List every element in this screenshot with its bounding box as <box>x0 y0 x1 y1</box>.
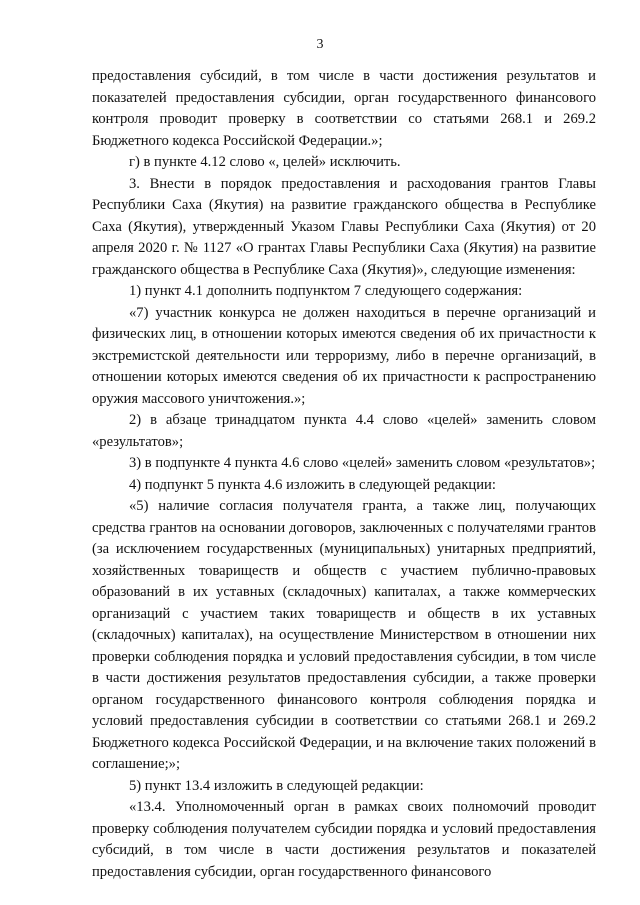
paragraph-1: предоставления субсидий, в том числе в части достижения результатов и показателей предоставления субсидии, орган государственного финансового контроля проводит проверку в соответствии со статьями 268.1 и 269.2 Бюджетного кодекса Российской Федерации.»; <box>92 68 596 149</box>
paragraph-7: 3) в подпункте 4 пункта 4.6 слово «целей» заменить словом «результатов»; <box>129 455 596 471</box>
paragraph-11: «13.4. Уполномоченный орган в рамках своих полномочий проводит проверку соблюдения получателем субсидии порядка и условий предоставления субсидий, в том числе в части достижения результатов и показателей предоставления субсидии, орган государственного финансового <box>92 799 596 880</box>
document-body <box>92 66 596 883</box>
page-number: 3 <box>316 37 324 52</box>
paragraph-9: «5) наличие согласия получателя гранта, а также лиц, получающих средства грантов на основании договоров, заключенных с получателями грантов (за исключением государственных (муниципальных) унитарных предприятий, хозяйственных товариществ и обществ с участием публично-правовых образований в их уставных (складочных) капиталах, а также коммерческих организаций с участием таких товариществ и обществ в их уставных (складочных) капиталах), на осуществление Министерством в отношении них проверки соблюдения порядка и условий предоставления субсидии, в том числе в части достижения результатов предоставления субсидии, а также проверки органом государственного финансового контроля соблюдения порядка и условий предоставления субсидии в соответствии со статьями 268.1 и 269.2 Бюджетного кодекса Российской Федерации, и на включение таких положений в соглашение;»; <box>92 498 596 772</box>
paragraph-5: «7) участник конкурса не должен находиться в перечне организаций и физических лиц, в отношении которых имеются сведения об их причастности к экстремистской деятельности или терроризму, либо в перечне организаций, в отношении которых имеются сведения об их причастности к распространению оружия массового уничтожения.»; <box>92 304 596 407</box>
paragraph-8: 4) подпункт 5 пункта 4.6 изложить в следующей редакции: <box>129 476 496 493</box>
paragraph-2: г) в пункте 4.12 слово «, целей» исключить. <box>129 154 401 170</box>
paragraph-4: 1) пункт 4.1 дополнить подпунктом 7 следующего содержания: <box>129 283 523 299</box>
paragraph-10: 5) пункт 13.4 изложить в следующей редакции: <box>129 777 424 794</box>
paragraph-6: 2) в абзаце тринадцатом пункта 4.4 слово «целей» заменить словом «результатов»; <box>92 412 596 450</box>
paragraph-3: 3. Внести в порядок предоставления и расходования грантов Главы Республики Саха (Якутия) на развитие гражданского общества в Республике Саха (Якутия), утвержденный Указом Главы Республики Саха (Якутия) от 20 апреля 2020 г. № 1127 «О грантах Главы Республики Саха (Якутия) на развитие гражданского общества в Республике Саха (Якутия)», следующие изменения: <box>92 175 596 278</box>
